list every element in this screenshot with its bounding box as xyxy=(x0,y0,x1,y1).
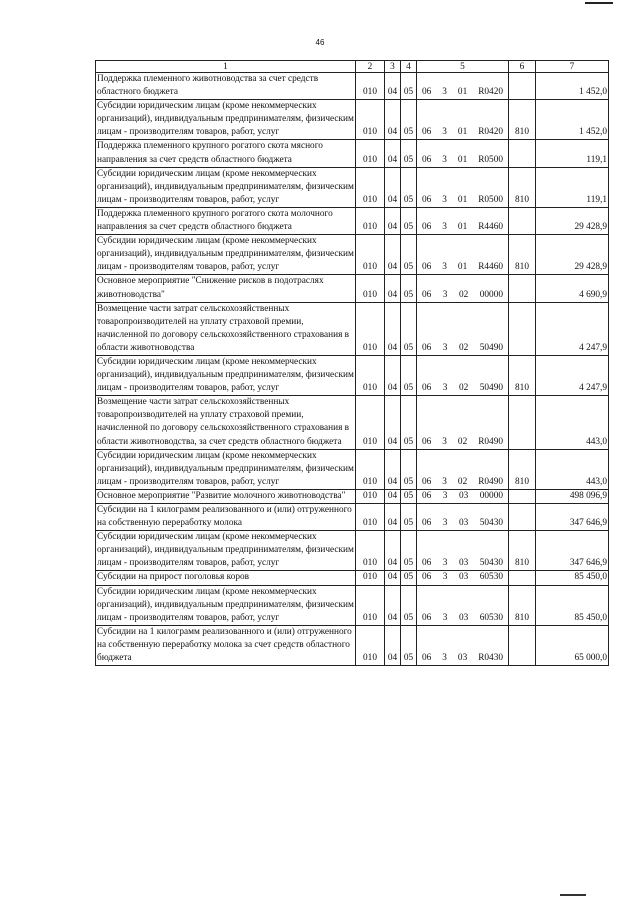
table-row xyxy=(96,73,609,100)
row-ministry-code: 010 xyxy=(356,355,385,395)
row-amount: 119,1 xyxy=(536,167,609,207)
row-section-code: 04 xyxy=(385,355,401,395)
row-amount: 347 646,9 xyxy=(536,531,609,571)
target-measure: 02 xyxy=(457,436,468,447)
target-measure: 01 xyxy=(457,127,468,138)
row-description: Субсидии юридическим лицам (кроме некоммерческих организаций), индивидуальным предпринимателям, физическим лицам - производителям товаров, работ, услуг xyxy=(96,100,356,140)
row-description: Субсидии на 1 килограмм реализованного и (или) отгруженного на собственную переработку молока xyxy=(96,504,356,531)
row-subsection-code: 05 xyxy=(401,531,417,571)
target-measure: 03 xyxy=(457,653,468,664)
row-subsection-code: 05 xyxy=(401,504,417,531)
table-row xyxy=(96,235,609,275)
target-measure: 03 xyxy=(458,558,469,569)
target-measure: 01 xyxy=(457,262,468,273)
row-ministry-code: 010 xyxy=(356,449,385,489)
header-cell-5: 5 xyxy=(417,61,509,73)
table-row xyxy=(96,275,609,302)
target-subprogram: 3 xyxy=(442,383,448,394)
target-subprogram: 3 xyxy=(442,572,448,583)
row-expense-type: 810 xyxy=(509,449,536,489)
row-amount: 1 452,0 xyxy=(536,73,609,100)
row-section-code: 04 xyxy=(385,531,401,571)
row-section-code: 04 xyxy=(385,275,401,302)
row-description: Субсидии юридическим лицам (кроме некоммерческих организаций), индивидуальным предпринимателям, физическим лицам - производителям товаров, работ, услуг xyxy=(96,531,356,571)
row-amount: 498 096,9 xyxy=(536,489,609,503)
row-expense-type xyxy=(509,571,536,585)
row-description: Субсидии на 1 килограмм реализованного и (или) отгруженного на собственную переработку молока за счет средств областного бюджета xyxy=(96,625,356,665)
target-direction: R4460 xyxy=(478,222,503,233)
target-measure: 01 xyxy=(457,87,468,98)
row-subsection-code: 05 xyxy=(401,167,417,207)
target-subprogram: 3 xyxy=(442,289,448,300)
table-row xyxy=(96,489,609,503)
row-target-article xyxy=(417,531,509,571)
table-header-row xyxy=(96,61,609,73)
row-description: Субсидии юридическим лицам (кроме некоммерческих организаций), индивидуальным предпринимателям, физическим лицам - производителям товаров, работ, услуг xyxy=(96,355,356,395)
budget-table xyxy=(95,60,609,666)
row-ministry-code: 010 xyxy=(356,302,385,355)
table-row xyxy=(96,449,609,489)
row-subsection-code: 05 xyxy=(401,396,417,449)
row-target-article xyxy=(417,571,509,585)
row-subsection-code: 05 xyxy=(401,235,417,275)
target-direction: R4460 xyxy=(478,262,503,273)
row-ministry-code: 010 xyxy=(356,531,385,571)
row-subsection-code: 05 xyxy=(401,449,417,489)
scan-mark-bottom xyxy=(560,894,586,899)
row-expense-type xyxy=(509,207,536,234)
row-description: Субсидии юридическим лицам (кроме некоммерческих организаций), индивидуальным предпринимателям, физическим лицам - производителям товаров, работ, услуг xyxy=(96,235,356,275)
row-amount: 85 450,0 xyxy=(536,571,609,585)
row-target-article xyxy=(417,235,509,275)
target-program: 06 xyxy=(422,262,432,273)
row-description: Поддержка племенного животноводства за счет средств областного бюджета xyxy=(96,73,356,100)
target-direction: R0490 xyxy=(478,436,503,447)
target-direction: 50490 xyxy=(479,342,503,353)
row-description: Субсидии юридическим лицам (кроме некоммерческих организаций), индивидуальным предпринимателям, физическим лицам - производителям товаров, работ, услуг xyxy=(96,585,356,625)
target-direction: R0490 xyxy=(478,476,503,487)
header-cell-6: 6 xyxy=(509,61,536,73)
target-subprogram: 3 xyxy=(442,436,447,447)
target-subprogram: 3 xyxy=(442,262,447,273)
row-section-code: 04 xyxy=(385,207,401,234)
row-description: Возмещение части затрат сельскохозяйственных товаропроизводителей на уплату страховой премии, начисленной по договору сельскохозяйственного страхования в области животноводства xyxy=(96,302,356,355)
row-ministry-code: 010 xyxy=(356,585,385,625)
row-expense-type: 810 xyxy=(509,585,536,625)
target-subprogram: 3 xyxy=(442,490,448,501)
row-section-code: 04 xyxy=(385,396,401,449)
table-row xyxy=(96,167,609,207)
table-row xyxy=(96,396,609,449)
scan-mark-top xyxy=(585,2,613,8)
row-expense-type: 810 xyxy=(509,531,536,571)
target-subprogram: 3 xyxy=(442,558,448,569)
row-subsection-code: 05 xyxy=(401,585,417,625)
row-ministry-code: 010 xyxy=(356,489,385,503)
row-target-article xyxy=(417,625,509,665)
row-expense-type: 810 xyxy=(509,235,536,275)
target-direction: R0420 xyxy=(478,127,503,138)
row-ministry-code: 010 xyxy=(356,625,385,665)
row-description: Поддержка племенного крупного рогатого скота мясного направления за счет средств областного бюджета xyxy=(96,140,356,167)
row-ministry-code: 010 xyxy=(356,235,385,275)
row-amount: 85 450,0 xyxy=(536,585,609,625)
row-ministry-code: 010 xyxy=(356,571,385,585)
target-direction: 00000 xyxy=(479,289,503,300)
row-subsection-code: 05 xyxy=(401,571,417,585)
row-expense-type xyxy=(509,396,536,449)
row-ministry-code: 010 xyxy=(356,140,385,167)
target-program: 06 xyxy=(422,476,432,487)
row-ministry-code: 010 xyxy=(356,504,385,531)
row-expense-type xyxy=(509,73,536,100)
row-ministry-code: 010 xyxy=(356,275,385,302)
row-subsection-code: 05 xyxy=(401,625,417,665)
row-amount: 4 247,9 xyxy=(536,355,609,395)
row-description: Основное мероприятие "Развитие молочного животноводства" xyxy=(96,489,356,503)
row-target-article xyxy=(417,73,509,100)
row-expense-type xyxy=(509,302,536,355)
header-cell-3: 3 xyxy=(385,61,401,73)
table-row xyxy=(96,100,609,140)
row-section-code: 04 xyxy=(385,625,401,665)
row-section-code: 04 xyxy=(385,167,401,207)
target-direction: 50490 xyxy=(479,383,503,394)
row-target-article xyxy=(417,140,509,167)
table-row xyxy=(96,302,609,355)
row-expense-type xyxy=(509,625,536,665)
target-subprogram: 3 xyxy=(442,154,447,165)
target-program: 06 xyxy=(422,572,432,583)
header-cell-7: 7 xyxy=(536,61,609,73)
row-amount: 443,0 xyxy=(536,449,609,489)
row-section-code: 04 xyxy=(385,571,401,585)
row-amount: 29 428,9 xyxy=(536,207,609,234)
row-section-code: 04 xyxy=(385,585,401,625)
row-section-code: 04 xyxy=(385,302,401,355)
row-amount: 4 247,9 xyxy=(536,302,609,355)
row-description: Субсидии юридическим лицам (кроме некоммерческих организаций), индивидуальным предпринимателям, физическим лицам - производителям товаров, работ, услуг xyxy=(96,167,356,207)
table-row xyxy=(96,355,609,395)
row-target-article xyxy=(417,100,509,140)
target-subprogram: 3 xyxy=(442,612,448,623)
target-program: 06 xyxy=(422,518,432,529)
table-row xyxy=(96,140,609,167)
row-subsection-code: 05 xyxy=(401,302,417,355)
row-amount: 65 000,0 xyxy=(536,625,609,665)
target-direction: 00000 xyxy=(479,490,503,501)
row-expense-type: 810 xyxy=(509,167,536,207)
target-measure: 01 xyxy=(457,154,468,165)
row-target-article xyxy=(417,489,509,503)
target-program: 06 xyxy=(422,154,432,165)
target-measure: 02 xyxy=(458,289,469,300)
row-subsection-code: 05 xyxy=(401,489,417,503)
row-amount: 29 428,9 xyxy=(536,235,609,275)
row-section-code: 04 xyxy=(385,449,401,489)
row-ministry-code: 010 xyxy=(356,396,385,449)
row-ministry-code: 010 xyxy=(356,167,385,207)
row-amount: 347 646,9 xyxy=(536,504,609,531)
target-program: 06 xyxy=(422,289,432,300)
target-measure: 03 xyxy=(458,612,469,623)
row-subsection-code: 05 xyxy=(401,355,417,395)
row-section-code: 04 xyxy=(385,504,401,531)
row-target-article xyxy=(417,355,509,395)
table-row xyxy=(96,207,609,234)
row-target-article xyxy=(417,396,509,449)
row-section-code: 04 xyxy=(385,73,401,100)
row-target-article xyxy=(417,207,509,234)
target-program: 06 xyxy=(422,342,432,353)
row-expense-type xyxy=(509,140,536,167)
row-target-article xyxy=(417,449,509,489)
target-measure: 03 xyxy=(458,572,469,583)
row-description: Субсидии на прирост поголовья коров xyxy=(96,571,356,585)
target-direction: 50430 xyxy=(479,558,503,569)
row-subsection-code: 05 xyxy=(401,207,417,234)
target-program: 06 xyxy=(422,612,432,623)
target-subprogram: 3 xyxy=(442,194,447,205)
row-target-article xyxy=(417,504,509,531)
row-section-code: 04 xyxy=(385,140,401,167)
target-subprogram: 3 xyxy=(442,476,447,487)
row-amount: 4 690,9 xyxy=(536,275,609,302)
target-program: 06 xyxy=(422,87,432,98)
header-cell-2: 2 xyxy=(356,61,385,73)
target-measure: 02 xyxy=(457,476,468,487)
target-direction: R0420 xyxy=(478,87,503,98)
row-expense-type xyxy=(509,275,536,302)
header-cell-1: 1 xyxy=(96,61,356,73)
row-amount: 443,0 xyxy=(536,396,609,449)
row-description: Возмещение части затрат сельскохозяйственных товаропроизводителей на уплату страховой премии, начисленной по договору сельскохозяйственного страхования в области животноводства, за счет средств областного бюджета xyxy=(96,396,356,449)
target-subprogram: 3 xyxy=(442,342,448,353)
target-program: 06 xyxy=(422,194,432,205)
target-direction: R0500 xyxy=(478,194,503,205)
row-description: Поддержка племенного крупного рогатого скота молочного направления за счет средств областного бюджета xyxy=(96,207,356,234)
target-measure: 01 xyxy=(457,194,468,205)
target-subprogram: 3 xyxy=(442,127,447,138)
row-description: Основное мероприятие "Снижение рисков в подотраслях животноводства" xyxy=(96,275,356,302)
row-target-article xyxy=(417,167,509,207)
target-program: 06 xyxy=(422,383,432,394)
table-row xyxy=(96,571,609,585)
row-expense-type xyxy=(509,504,536,531)
row-amount: 1 452,0 xyxy=(536,100,609,140)
target-measure: 03 xyxy=(458,490,469,501)
target-subprogram: 3 xyxy=(442,518,448,529)
row-target-article xyxy=(417,585,509,625)
row-target-article xyxy=(417,275,509,302)
target-measure: 02 xyxy=(458,383,469,394)
target-subprogram: 3 xyxy=(442,87,447,98)
row-subsection-code: 05 xyxy=(401,100,417,140)
row-target-article xyxy=(417,302,509,355)
table-row xyxy=(96,504,609,531)
target-program: 06 xyxy=(422,222,432,233)
row-section-code: 04 xyxy=(385,235,401,275)
table-row xyxy=(96,585,609,625)
row-expense-type: 810 xyxy=(509,100,536,140)
target-measure: 03 xyxy=(458,518,469,529)
row-expense-type: 810 xyxy=(509,355,536,395)
target-program: 06 xyxy=(422,127,432,138)
page-number: 46 xyxy=(315,38,325,47)
target-direction: R0500 xyxy=(478,154,503,165)
row-subsection-code: 05 xyxy=(401,73,417,100)
row-subsection-code: 05 xyxy=(401,140,417,167)
target-measure: 01 xyxy=(457,222,468,233)
row-ministry-code: 010 xyxy=(356,73,385,100)
row-ministry-code: 010 xyxy=(356,207,385,234)
target-direction: R0430 xyxy=(478,653,503,664)
target-program: 06 xyxy=(422,490,432,501)
target-program: 06 xyxy=(422,436,432,447)
target-direction: 60530 xyxy=(479,572,503,583)
row-section-code: 04 xyxy=(385,100,401,140)
target-direction: 60530 xyxy=(479,612,503,623)
table-row xyxy=(96,531,609,571)
target-program: 06 xyxy=(422,653,432,664)
row-amount: 119,1 xyxy=(536,140,609,167)
table-row xyxy=(96,625,609,665)
target-subprogram: 3 xyxy=(442,653,447,664)
row-ministry-code: 010 xyxy=(356,100,385,140)
header-cell-4: 4 xyxy=(401,61,417,73)
row-description: Субсидии юридическим лицам (кроме некоммерческих организаций), индивидуальным предпринимателям, физическим лицам - производителям товаров, работ, услуг xyxy=(96,449,356,489)
row-expense-type xyxy=(509,489,536,503)
row-subsection-code: 05 xyxy=(401,275,417,302)
target-subprogram: 3 xyxy=(442,222,447,233)
row-section-code: 04 xyxy=(385,489,401,503)
target-measure: 02 xyxy=(458,342,469,353)
target-direction: 50430 xyxy=(479,518,503,529)
target-program: 06 xyxy=(422,558,432,569)
